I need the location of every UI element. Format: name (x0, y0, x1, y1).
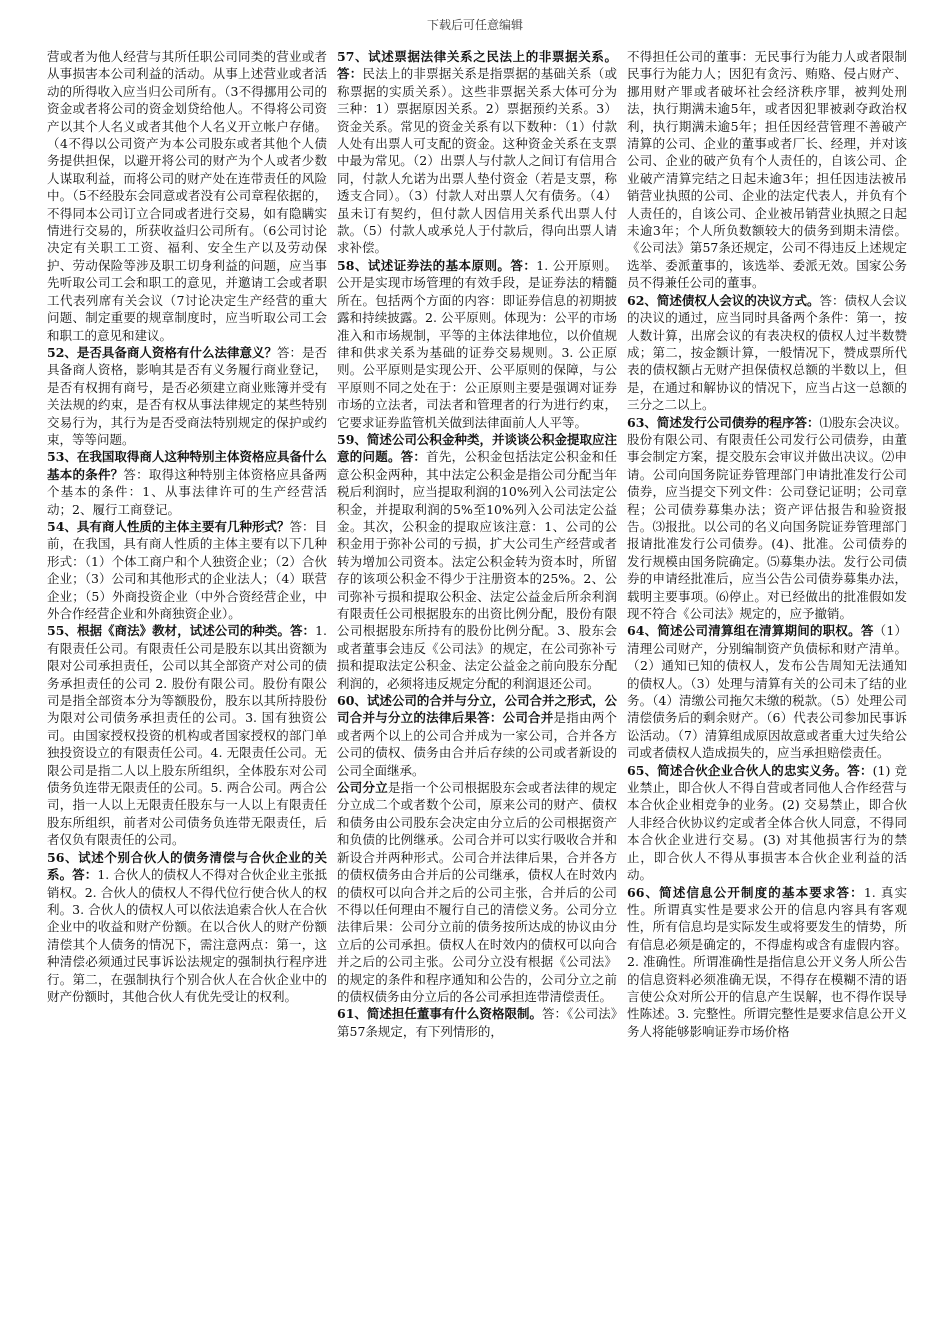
answer-text: 1. 公开原则。公开是实现市场管理的有效手段，是证券法的精髓所在。包括两个方面的内容：即证券信息的初期披露和持续披露。2. 公平原则。体现为：公平的市场准入和市场规制，平等的主体法律地位，以价值规律和供求关系为基础的证券交易规则。3. 公正原则。公平原则是实现公开、公平原则的保障，与公平原则不同之处在于：公正原则主要是强调对证券市场的立法者，司法者和管理者的行为进行约束，它要求证券监管机关做到法律面前人人平等。 (337, 257, 617, 430)
question-heading: 66、简述信息公开制度的基本要求答： (627, 884, 864, 900)
question-57 (337, 48, 617, 257)
answer-text: 答：债权人会议的决议的通过，应当同时具备两个条件：第一，按人数计算，出席会议的有表决权的债权人过半数赞成；第二，按金额计算，一般情况下，赞成票所代表的债权额占无财产担保债权总额的半数以上，但是，在通过和解协议的情况下，应当占这一总额的三分之二以上。 (627, 292, 907, 413)
answer-text: 1. 真实性。所谓真实性是要求公开的信息内容具有客观性，所有信息均是实际发生或将要发生的情势，所有信息必须是确定的，不得虚构或含有虚假内容。2. 准确性。所谓准确性是指信息公开义务人所公告的信息资料必须准确无误，不得存在模糊不清的语言使公众对所公开的信息产生误解，也不得作误导性陈述。3. 完整性。所谓完整性是要求信息公开义务人将能够影响证券市场价格 (627, 884, 907, 1039)
answer-text: 1. 合伙人的债权人不得对合伙企业主张抵销权。2. 合伙人的债权人不得代位行使合伙人的权利。3. 合伙人的债权人可以依法追索合伙人在合伙企业中的收益和财产份额。在以合伙人的财产份额清偿其个人债务的情况下，需注意两点：第一，这种清偿必须通过民事诉讼法规定的强制执行程序进行。第二，在强制执行个别合伙人在合伙企业中的财产份额时，其他合伙人有优先受让的权利。 (47, 867, 327, 1004)
answer-text: 答：《公司法》第57条规定，有下列情形的， (337, 1006, 617, 1039)
question-65 (627, 762, 907, 884)
question-52 (47, 344, 327, 448)
question-heading: 58、试述证券法的基本原则。答： (337, 257, 537, 273)
question-heading: 53、在我国取得商人这种特别主体资格应具备什么基本的条件？ (47, 449, 327, 482)
answer-text: (1) 竞业禁止，即合伙人不得自营或者同他人合作经营与本合伙企业相竞争的业务。(2) 交易禁止，即合伙人非经合伙协议约定或者全体合伙人同意，不得同本合伙企业进行交易。(3) 对其他损害行为的禁止，即合伙人不得从事损害本合伙企业利益的活动。 (627, 762, 907, 883)
answer-text: 是指由两个或者两个以上的公司合并成为一家公司，合并各方公司的债权、债务由合并后存续的公司或者新设的公司全面继承。 (337, 710, 617, 778)
question-54 (47, 518, 327, 622)
question-66 (627, 884, 907, 1041)
question-heading: 59、简述公司公积金种类，并谈谈公积金提取应注意的问题。答： (337, 431, 617, 465)
column-1 (47, 48, 327, 1338)
answer-text: ⑴股东会决议。股份有限公司、有限责任公司发行公司债券，由董事会制定方案，提交股东会审议并做出决议。⑵申请。公司向国务院证券管理部门申请批准发行公司债券，应当提交下列文件：公司登记证明；公司章程；公司债券募集办法；资产评估报告和验资报告。⑶报批。以公司的名义向国务院证券管理部门报请批准发行公司债券。(4)、批准。公司债券的发行规模由国务院确定。⑸募集办法。发行公司债券的申请经批准后，应当公告公司债券募集办法，载明主要事项。⑹停止。对已经做出的批准假如发现不符合《公司法》规定的，应予撤销。 (627, 414, 907, 621)
column-3 (627, 48, 907, 1338)
question-58 (337, 257, 617, 431)
question-heading: 63、简述发行公司债券的程序答： (627, 414, 820, 430)
question-heading: 64、简述公司清算组在清算期间的职权。答 (627, 623, 874, 639)
question-heading: 61、简述担任董事有什么资格限制。 (337, 1006, 542, 1022)
answer-text: 答：取得这种特别主体资格应具备两个基本的条件：1、从事法律许可的生产经营活动；2、履行工商登记。 (47, 466, 327, 517)
question-55 (47, 622, 327, 848)
answer-text: 答：是否具备商人资格，影响其是否有义务履行商业登记，是否有权拥有商号，是否必须建立商业账簿并受有关法规的约束，是否有权从事法律规定的某些特别交易行为，其行为是否受商法特别规定的保护或约束，等等问题。 (47, 344, 327, 447)
answer-text: 答：目前，在我国，具有商人性质的主体主要有以下几种形式：（1）个体工商户和个人独资企业；（2）合伙企业；（3）公司和其他形式的企业法人；（4）联营企业；（5）外商投资企业（中外合资经营企业，中外合作经营企业和外商独资企业）。 (47, 518, 327, 621)
paragraph-continued (47, 48, 327, 344)
question-61 (337, 1005, 617, 1040)
question-60-split (337, 779, 617, 1005)
question-heading: 62、简述债权人会议的决议方式。 (627, 292, 820, 308)
answer-text: 1. 有限责任公司。有限责任公司是股东以其出资额为限对公司承担责任，公司以其全部资产对公司的债务承担责任的公司 2. 股份有限公司。股份有限公司是指全部资本分为等额股份，股东以其所持股份为限对公司债务承担责任的公司。3. 国有独资公司。由国家授权投资的机构或者国家授权的部门单独投资设立的有限责任公司。4. 无限责任公司。无限公司是指二人以上股东所组织，全体股东对公司债务负连带无限责任的公司。5. 两合公司。两合公司，指一人以上无限责任股东与一人以上有限责任股东所组织，前者对公司债务负连带无限责任，后者仅负有限责任的公司。 (47, 623, 327, 848)
answer-text: 是指一个公司根据股东会或者法律的规定分立成二个或者数个公司，原来公司的财产、债权和债务由公司股东会决定由分立后的公司根据资产和负债的比例继承。公司合并可以实行吸收合并和新设合并两种形式。公司合并法律后果，合并各方的债权债务由合并后的公司继承，债权人在时效内的债权可以向合并之后的公司主张，合并后的公司不得以任何理由不履行自己的清偿义务。公司分立法律后果：公司分立前的债务按所达成的协议由分立后的公司承担。债权人在时效内的债权可以向合并之后的公司主张。公司分立没有根据《公司法》的规定的条件和程序通知和公告的，公司分立之前的债权债务由分立后的各公司承担连带清偿责任。 (337, 780, 617, 1004)
question-heading: 55、根据《商法》教材，试述公司的种类。答： (47, 623, 316, 639)
subheading: 公司分立 (337, 780, 388, 796)
question-60 (337, 692, 617, 779)
question-heading: 57、试述票据法律关系之民法上的非票据关系。答： (337, 49, 617, 82)
paragraph-text: 不得担任公司的董事：无民事行为能力人或者限制民事行为能力人；因犯有贪污、贿赂、侵占财产、挪用财产罪或者破坏社会经济秩序罪，被判处刑法，执行期满未逾5年，或者因犯罪被剥夺政治权利，执行期满未逾5年；担任因经营管理不善破产清算的公司、企业的董事或者厂长、经理，并对该公司、企业的破产负有个人责任的，自该公司、企业破产清算完结之日起未逾3年；担任因违法被吊销营业执照的公司、企业的法定代表人，并负有个人责任的，自该公司、企业被吊销营业执照之日起未逾3年；个人所负数额较大的债务到期未清偿。《公司法》第57条还规定，公司不得违反上述规定选举、委派董事的，该选举、委派无效。国家公务员不得兼任公司的董事。 (627, 49, 907, 291)
question-56 (47, 849, 327, 1006)
question-59 (337, 431, 617, 692)
question-63 (627, 414, 907, 623)
paragraph-text: 营或者为他人经营与其所任职公司同类的营业或者从事损害本公司利益的活动。从事上述营业或者活动的所得收入应当归公司所有。（3不得挪用公司的资金或者将公司的资金划贷给他人。不得将公司资产以其个人名义或者其他个人名义开立帐户存储。（4不得以公司资产为本公司股东或者其他个人债务提供担保，以避开将公司的财产为个人或者少数人谋取利益，而将公司的财产处在连带责任的风险中。（5不经股东会同意或者没有公司章程依据的，不得同本公司订立合同或者进行交易，如有隐瞒实情进行交易的，所获收益归公司所有。（6公司讨论决定有关职工工资、福利、安全生产以及劳动保护、劳动保险等涉及职工切身利益的问题，应当事先听取公司工会和职工的意见，并邀请工会或者职工代表列席有关会议（7讨论决定生产经营的重大问题、制定重要的规章制度时，应当听取公司工会和职工的意见和建议。 (47, 49, 327, 343)
question-heading: 52、是否具备商人资格有什么法律意义？ (47, 344, 277, 360)
paragraph-continued (627, 48, 907, 292)
question-heading: 60、试述公司的合并与分立，公司合并之形式，公司合并与分立的法律后果答：公司合并 (337, 693, 617, 726)
question-heading: 65、简述合伙企业合伙人的忠实义务。答： (627, 762, 873, 778)
column-2 (337, 48, 617, 1338)
question-62 (627, 292, 907, 414)
question-64 (627, 622, 907, 761)
page-header: 下载后可任意编辑 (426, 18, 523, 32)
answer-text: 民法上的非票据关系是指票据的基础关系（或称票据的实质关系）。这些非票据关系大体可分为三种：1）票据原因关系。2）票据预约关系。3）资金关系。常见的资金关系有以下数种：（1）付款人处有出票人可支配的资金。这种资金关系在支票中最为常见。（2）出票人与付款人之间订有信用合同，付款人允诺为出票人垫付资金（若是支票，称透支合同）。（3）付款人对出票人欠有债务。（4）虽未订有契约，但付款人因信用关系代出票人付款。（5）付款人或承兑人于付款后，得向出票人请求补偿。 (337, 66, 617, 256)
question-53 (47, 448, 327, 518)
question-heading: 54、具有商人性质的主体主要有几种形式？ (47, 518, 290, 534)
question-heading: 56、试述个别合伙人的债务清偿与合伙企业的关系。答： (47, 849, 327, 883)
answer-text: 首先，公积金包括法定公积金和任意公积金两种，其中法定公积金是指公司分配当年税后利润时，应当提取利润的10%列入公司法定公积金，并提取利润的5%至10%列入公司法定公益金。其次，公积金的提取应该注意：1、公司的公积金用于弥补公司的亏损，扩大公司生产经营或者转为增加公司资本。法定公积金转为资本时，所留存的该项公积金不得少于注册资本的25%。2、公司弥补亏损和提取公积金、法定公益金后所余利润有限责任公司根据股东的出资比例分配，股份有限公司根据股东所持有的股份比例分配。3、股东会或者董事会违反《公司法》的规定，在公司弥补亏损和提取法定公积金、法定公益金之前向股东分配利润的，必须将违反规定分配的利润退还公司。 (337, 449, 617, 691)
answer-text: （1）清理公司财产，分别编制资产负债标和财产清单。（2）通知已知的债权人，发布公告周知无法通知的债权人。（3）处理与清算有关的公司未了结的业务。（4）清缴公司拖欠未缴的税款。（5）处理公司清偿债务后的剩余财产。（6）代表公司参加民事诉讼活动。（7）清算组成原因故意或者重大过失给公司或者债权人造成损失的，应当承担赔偿责任。 (627, 623, 907, 761)
